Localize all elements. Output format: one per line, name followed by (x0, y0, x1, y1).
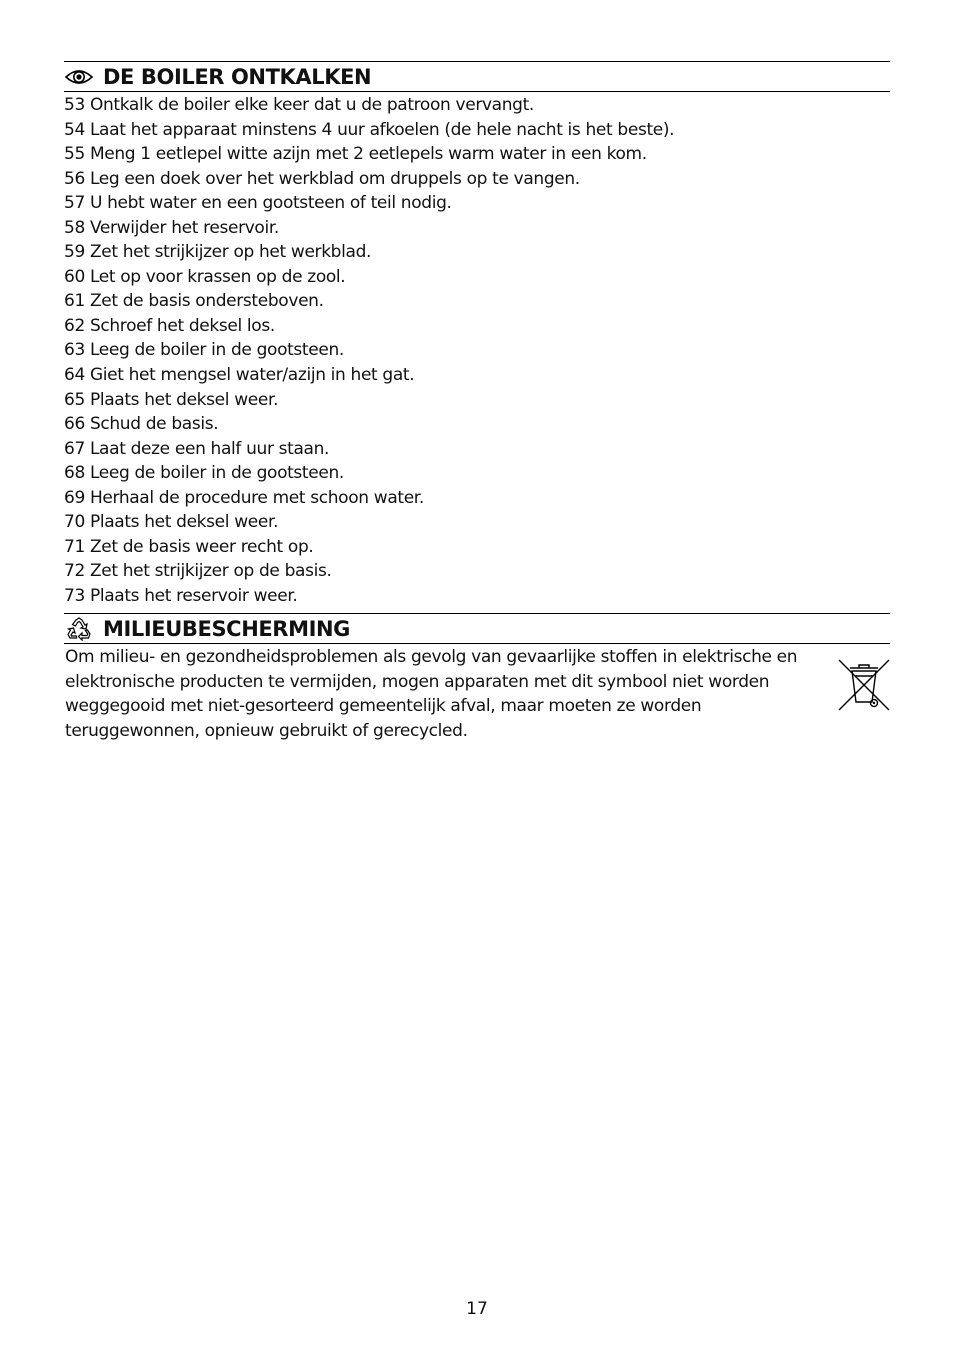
step-text: Meng 1 eetlepel witte azijn met 2 eetlepels warm water in een kom. (89, 144, 647, 165)
step-number: 57 (64, 193, 85, 214)
step-item (64, 559, 674, 584)
step-number: 56 (64, 168, 85, 189)
descale-steps-list (64, 93, 674, 608)
step-number: 66 (64, 414, 85, 435)
step-item (64, 412, 674, 437)
step-text: Ontkalk de boiler elke keer dat u de patroon vervangt. (89, 95, 534, 115)
step-item (64, 265, 674, 290)
section-title-descale: DE BOILER ONTKALKEN (103, 64, 372, 89)
page-number: 17 (466, 1299, 488, 1319)
step-text: Leg een doek over het werkblad om druppels op te vangen. (89, 168, 580, 189)
step-number: 70 (64, 512, 85, 533)
crossed-out-wheelie-bin-icon (837, 656, 891, 714)
step-item (64, 167, 674, 192)
step-item (64, 510, 674, 535)
step-text: Schroef het deksel los. (89, 315, 275, 336)
step-text: Let op voor krassen op de zool. (89, 266, 346, 287)
step-item (64, 240, 674, 265)
section-header-descale (64, 61, 890, 92)
step-item (64, 363, 674, 388)
step-item (64, 118, 674, 143)
step-item (64, 338, 674, 363)
step-number: 61 (64, 291, 85, 312)
step-number: 65 (64, 389, 85, 410)
step-number: 63 (64, 340, 85, 361)
step-item (64, 314, 674, 339)
step-item (64, 289, 674, 314)
step-text: Zet het strijkijzer op de basis. (89, 561, 332, 582)
step-item (64, 584, 674, 609)
step-text: Plaats het deksel weer. (89, 512, 279, 533)
step-text: Giet het mengsel water/azijn in het gat. (89, 365, 415, 386)
step-number: 53 (64, 95, 85, 115)
recycle-icon (64, 618, 94, 640)
step-text: Laat deze een half uur staan. (89, 438, 330, 459)
step-number: 55 (64, 144, 85, 165)
step-number: 64 (64, 365, 85, 386)
step-number: 69 (64, 487, 85, 508)
step-item (64, 535, 674, 560)
step-number: 68 (64, 463, 85, 484)
step-item (64, 437, 674, 462)
step-number: 62 (64, 315, 85, 336)
step-number: 72 (64, 561, 85, 582)
step-number: 71 (64, 536, 85, 557)
step-item (64, 388, 674, 413)
step-number: 60 (64, 266, 85, 287)
step-number: 58 (64, 217, 85, 238)
section-title-environment: MILIEUBESCHERMING (103, 616, 351, 641)
step-item (64, 142, 674, 167)
step-text: Zet de basis ondersteboven. (89, 291, 324, 312)
step-text: Verwijder het reservoir. (89, 217, 279, 238)
step-text: Leeg de boiler in de gootsteen. (89, 340, 344, 361)
step-item (64, 191, 674, 216)
step-number: 59 (64, 242, 85, 263)
step-text: Zet de basis weer recht op. (89, 536, 314, 557)
step-item (64, 486, 674, 511)
step-text: Zet het strijkijzer op het werkblad. (89, 242, 372, 263)
step-item (64, 461, 674, 486)
step-number: 67 (64, 438, 85, 459)
step-text: Herhaal de procedure met schoon water. (89, 487, 424, 508)
eye-icon (64, 66, 94, 88)
environment-paragraph: Om milieu- en gezondheidsproblemen als gevolg van gevaarlijke stoffen in elektrische en elektronische producten te vermijden, mogen apparaten met dit symbool niet worden weggegooid met niet-gesorteerd gemeentelijk afval, maar moeten ze worden teruggewonnen, opnieuw gebruikt of gerecycled. (65, 647, 798, 741)
step-text: Schud de basis. (89, 414, 219, 435)
step-text: Laat het apparaat minstens 4 uur afkoelen (de hele nacht is het beste). (89, 119, 675, 140)
step-text: Plaats het reservoir weer. (89, 585, 298, 606)
step-text: Leeg de boiler in de gootsteen. (89, 463, 344, 484)
step-number: 73 (64, 585, 85, 606)
step-text: Plaats het deksel weer. (89, 389, 279, 410)
step-number: 54 (64, 119, 85, 140)
section-header-environment (64, 613, 890, 644)
step-item (64, 216, 674, 241)
step-item (64, 93, 674, 118)
step-text: U hebt water en een gootsteen of teil nodig. (89, 193, 452, 214)
